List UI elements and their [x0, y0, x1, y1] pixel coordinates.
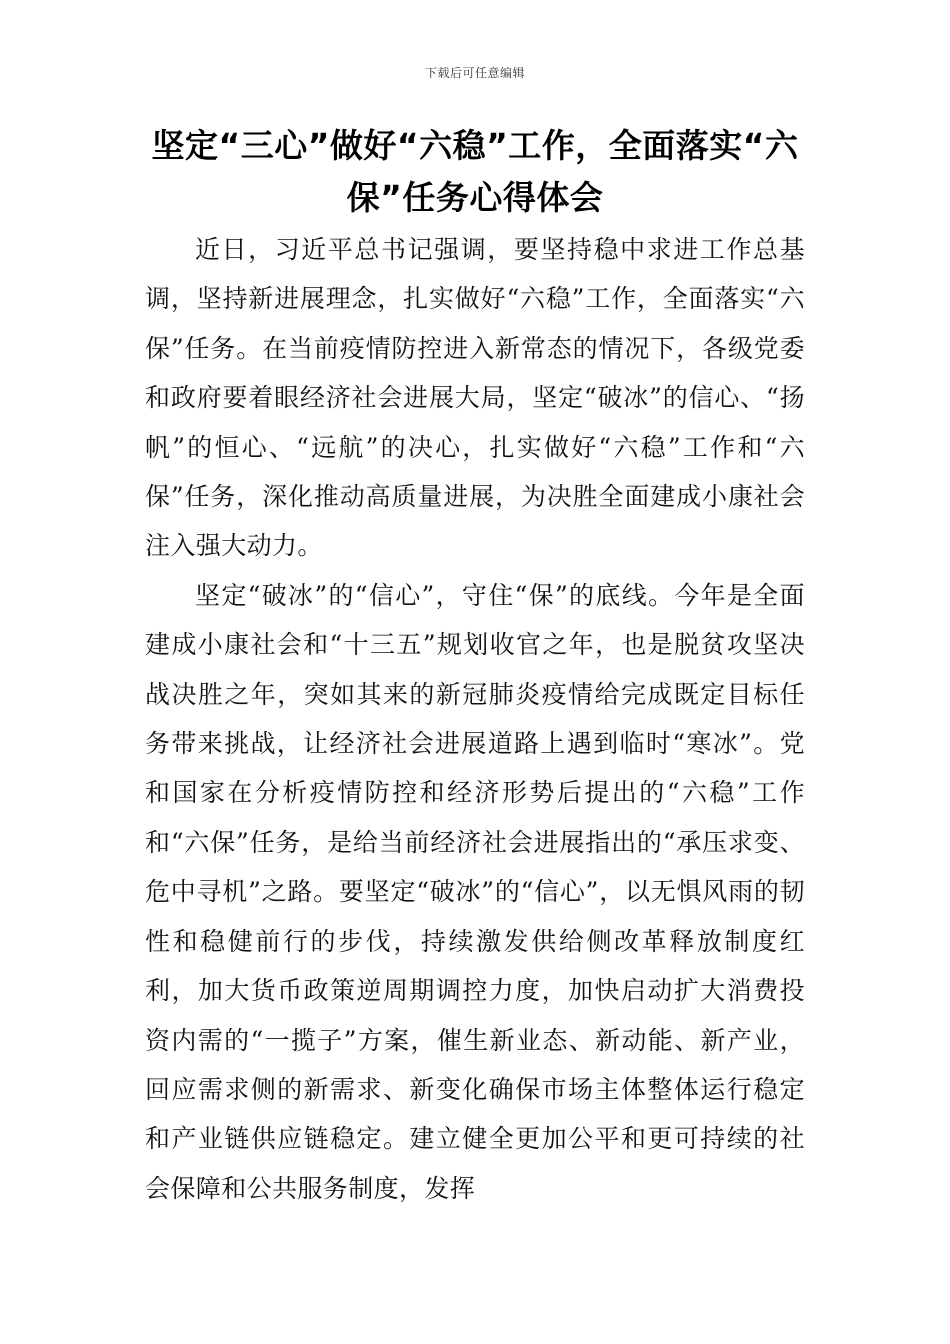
paragraph: 近日，习近平总书记强调，要坚持稳中求进工作总基调，坚持新进展理念，扎实做好“六稳”工作，全面落实“六保”任务。在当前疫情防控进入新常态的情况下，各级党委和政府要着眼经济社会进展大局，坚定“破冰”的信心、“扬帆”的恒心、“远航”的决心，扎实做好“六稳”工作和“六保”任务，深化推动高质量进展，为决胜全面建成小康社会注入强大动力。 — [145, 235, 805, 561]
document-title: 坚定“三心”做好“六稳”工作，全面落实“六保”任务心得体会 — [151, 126, 799, 217]
document-body — [145, 225, 805, 1213]
header-note: 下载后可任意编辑 — [424, 66, 525, 80]
paragraph: 坚定“破冰”的“信心”，守住“保”的底线。今年是全面建成小康社会和“十三五”规划收官之年，也是脱贫攻坚决战决胜之年，突如其来的新冠肺炎疫情给完成既定目标任务带来挑战，让经济社会进展道路上遇到临时“寒冰”。党和国家在分析疫情防控和经济形势后提出的“六稳”工作和“六保”任务，是给当前经济社会进展指出的“承压求变、危中寻机”之路。要坚定“破冰”的“信心”，以无惧风雨的韧性和稳健前行的步伐，持续激发供给侧改革释放制度红利，加大货币政策逆周期调控力度，加快启动扩大消费投资内需的“一揽子”方案，催生新业态、新动能、新产业，回应需求侧的新需求、新变化确保市场主体整体运行稳定和产业链供应链稳定。建立健全更加公平和更可持续的社会保障和公共服务制度，发挥 — [145, 580, 805, 1203]
